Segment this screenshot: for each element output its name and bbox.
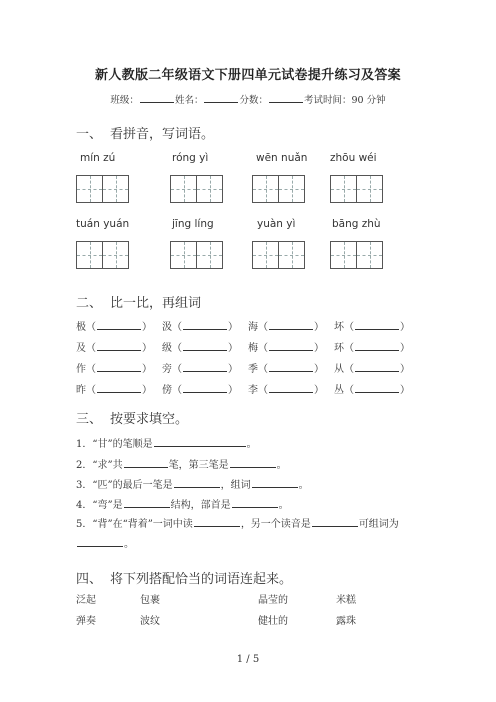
char: 李 — [248, 385, 258, 396]
char: 梅 — [248, 343, 258, 354]
answer-blank[interactable] — [269, 383, 313, 393]
time-label: 考试时间：90 分钟 — [303, 95, 386, 106]
q3-text-b: ，组词 — [220, 480, 251, 491]
answer-blank[interactable] — [97, 341, 141, 351]
answer-blank[interactable] — [183, 341, 227, 351]
answer-blank[interactable] — [269, 320, 313, 330]
writing-grid-1-2[interactable] — [170, 175, 222, 203]
q2-blank-2[interactable] — [230, 458, 276, 468]
pinyin-1-1: mín zú — [80, 152, 116, 164]
section2-heading — [76, 292, 201, 311]
compare-row-3: 作（ ） 旁（ ） 季（ ） 从（ ） — [76, 364, 410, 375]
question-5-cont — [76, 535, 134, 550]
q4-blank-1[interactable] — [124, 498, 170, 508]
section4-number: 四、 — [76, 572, 103, 587]
match-word[interactable]: 波纹 — [140, 616, 160, 627]
char: 及 — [76, 343, 86, 354]
char: 昨 — [76, 385, 86, 396]
char: 海 — [248, 322, 258, 333]
name-label: 姓名： — [174, 95, 204, 106]
section4-title: 将下列搭配恰当的词语连起来。 — [110, 572, 293, 587]
q4-text-a: 4．“弯”是 — [76, 500, 123, 511]
section2-number: 二、 — [76, 296, 103, 311]
q5-blank-1[interactable] — [194, 517, 240, 527]
answer-blank[interactable] — [183, 362, 227, 372]
section3-title: 按要求填空。 — [110, 412, 189, 427]
name-blank[interactable] — [204, 93, 238, 103]
pinyin-1-2: róng yì — [172, 152, 209, 164]
q3-text-a: 3．“匹”的最后一笔是 — [76, 480, 173, 491]
compare-row-1: 极（ ） 汲（ ） 海（ ） 坏（ ） — [76, 322, 410, 333]
class-label: 班级： — [110, 95, 139, 106]
match-word[interactable]: 泛起 — [76, 595, 96, 606]
match-word[interactable]: 包裹 — [140, 595, 160, 606]
q5-text-a: 5．“背”在“背着”一词中读 — [76, 519, 193, 530]
answer-blank[interactable] — [355, 341, 399, 351]
class-blank[interactable] — [140, 93, 174, 103]
char: 极 — [76, 322, 86, 333]
char: 级 — [162, 343, 172, 354]
q2-text-a: 2．“求”共 — [76, 460, 123, 471]
section1-heading — [76, 123, 214, 142]
section2-title: 比一比，再组词 — [110, 296, 202, 311]
answer-blank[interactable] — [269, 362, 313, 372]
writing-grid-1-4[interactable] — [330, 175, 382, 203]
q4-end: 。 — [278, 500, 289, 511]
char: 丛 — [334, 385, 344, 396]
q3-blank-2[interactable] — [252, 478, 298, 488]
answer-blank[interactable] — [355, 362, 399, 372]
pinyin-2-4: bāng zhù — [332, 218, 381, 230]
q1-text: 1．“甘”的笔顺是 — [76, 439, 153, 450]
q3-blank-1[interactable] — [174, 478, 220, 488]
pinyin-1-4: zhōu wéi — [330, 152, 377, 164]
section3-number: 三、 — [76, 412, 103, 427]
q2-text-b: 笔，第三笔是 — [168, 460, 229, 471]
section3-heading — [76, 408, 188, 427]
question-5 — [76, 515, 399, 530]
match-word[interactable]: 弹奏 — [76, 616, 96, 627]
q1-blank[interactable] — [154, 437, 246, 447]
pinyin-2-1: tuán yuán — [76, 218, 130, 230]
q5-text-b: ，另一个读音是 — [240, 519, 311, 530]
writing-grid-2-4[interactable] — [330, 241, 382, 269]
char: 坏 — [334, 322, 344, 333]
char: 汲 — [162, 322, 172, 333]
char: 环 — [334, 343, 344, 354]
char: 从 — [334, 364, 344, 375]
q5-blank-3[interactable] — [77, 537, 123, 547]
match-word[interactable]: 晶莹的 — [258, 595, 288, 606]
q3-end: 。 — [298, 480, 309, 491]
section1-number: 一、 — [76, 127, 103, 142]
pinyin-2-3: yuàn yì — [257, 218, 296, 230]
question-1 — [76, 435, 257, 450]
char: 作 — [76, 364, 86, 375]
char: 旁 — [162, 364, 172, 375]
writing-grid-1-3[interactable] — [252, 175, 304, 203]
char: 傍 — [162, 385, 172, 396]
score-label: 分数： — [239, 95, 268, 106]
answer-blank[interactable] — [183, 383, 227, 393]
section1-title: 看拼音，写词语。 — [110, 127, 215, 142]
match-word[interactable]: 健壮的 — [258, 616, 288, 627]
q4-blank-2[interactable] — [232, 498, 278, 508]
question-2 — [76, 456, 287, 471]
pinyin-1-3: wēn nuǎn — [256, 152, 308, 164]
section4-heading — [76, 568, 292, 587]
student-info-line — [0, 92, 496, 106]
page-number: 1 / 5 — [236, 654, 260, 665]
page-title: 新人教版二年级语文下册四单元试卷提升练习及答案 — [95, 68, 401, 83]
match-word[interactable]: 露珠 — [336, 616, 356, 627]
writing-grid-2-3[interactable] — [252, 241, 304, 269]
answer-blank[interactable] — [97, 383, 141, 393]
score-blank[interactable] — [269, 93, 303, 103]
answer-blank[interactable] — [97, 320, 141, 330]
q2-blank-1[interactable] — [124, 458, 168, 468]
writing-grid-1-1[interactable] — [76, 175, 128, 203]
q5-blank-2[interactable] — [312, 517, 358, 527]
question-3 — [76, 476, 309, 491]
answer-blank[interactable] — [183, 320, 227, 330]
match-word[interactable]: 米糕 — [336, 595, 356, 606]
compare-row-2: 及（ ） 级（ ） 梅（ ） 环（ ） — [76, 343, 410, 354]
q5-end: 。 — [124, 539, 134, 550]
question-4 — [76, 496, 289, 511]
pinyin-2-2: jīng líng — [172, 218, 214, 230]
q1-end: 。 — [246, 439, 257, 450]
q2-end: 。 — [276, 460, 287, 471]
q5-text-c: 可组词为 — [358, 519, 399, 530]
writing-grid-2-2[interactable] — [170, 241, 222, 269]
q4-text-b: 结构，部首是 — [170, 500, 231, 511]
answer-blank[interactable] — [269, 341, 313, 351]
answer-blank[interactable] — [355, 320, 399, 330]
compare-row-4: 昨（ ） 傍（ ） 李（ ） 丛（ ） — [76, 385, 410, 396]
writing-grid-2-1[interactable] — [76, 241, 128, 269]
answer-blank[interactable] — [97, 362, 141, 372]
answer-blank[interactable] — [355, 383, 399, 393]
char: 季 — [248, 364, 258, 375]
